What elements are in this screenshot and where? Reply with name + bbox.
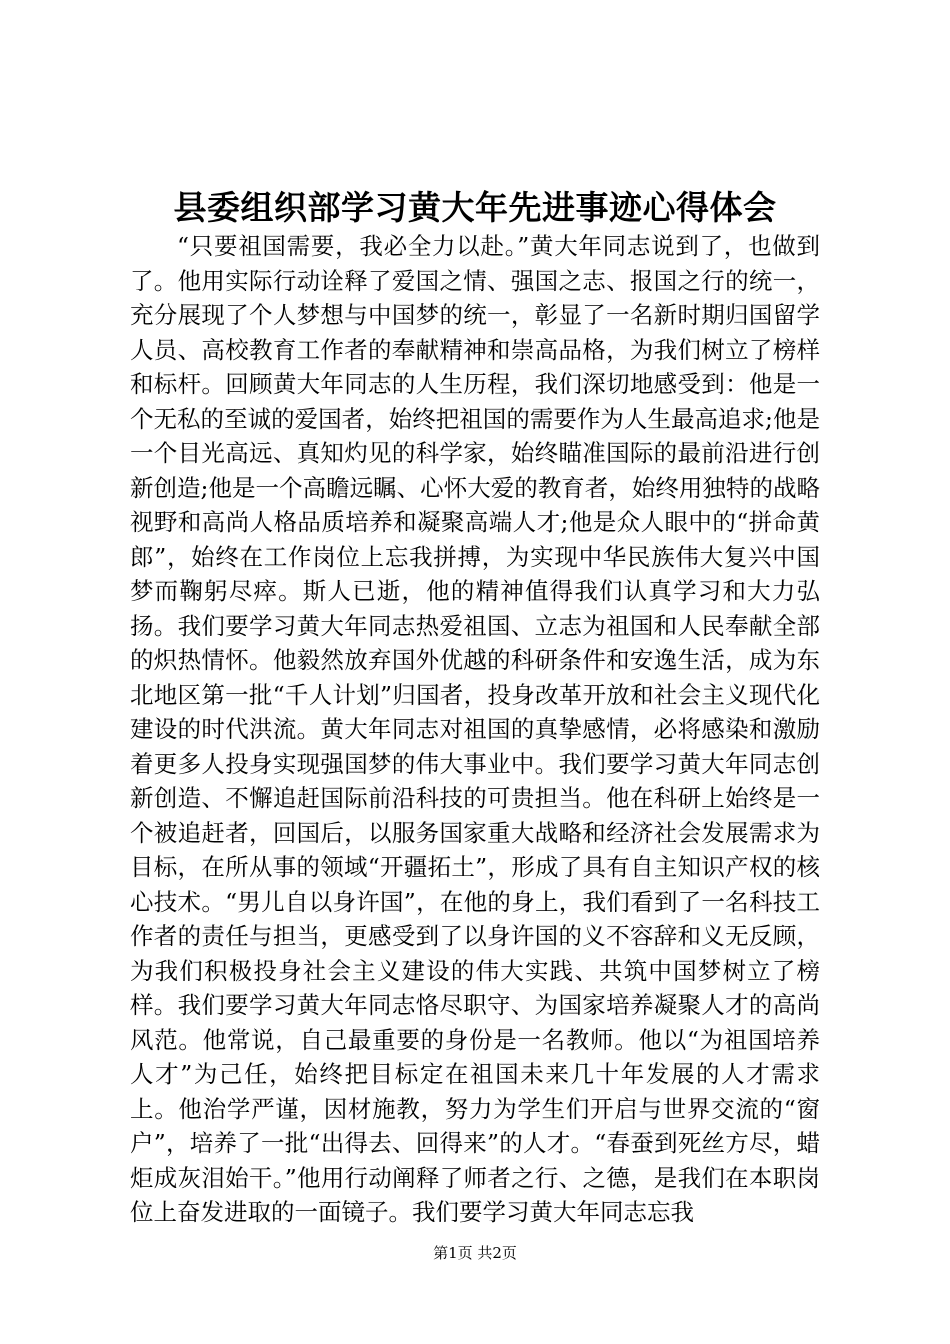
page-title: 县委组织部学习黄大年先进事迹心得体会 (173, 188, 777, 227)
body-paragraph: “只要祖国需要，我必全力以赴。”黄大年同志说到了，也做到了。他用实际行动诠释了爱国之情、强国之志、报国之行的统一，充分展现了个人梦想与中国梦的统一，彰显了一名新时期归国留学人员、高校教育工作者的奉献精神和崇高品格，为我们树立了榜样和标杆。回顾黄大年同志的人生历程，我们深切地感受到：他是一个无私的至诚的爱国者，始终把祖国的需要作为人生最高追求;他是一个目光高远、真知灼见的科学家，始终瞄准国际的最前沿进行创新创造;他是一个高瞻远瞩、心怀大爱的教育者，始终用独特的战略视野和高尚人格品质培养和凝聚高端人才;他是众人眼中的“拼命黄郎”，始终在工作岗位上忘我拼搏，为实现中华民族伟大复兴中国梦而鞠躬尽瘁。斯人已逝，他的精神值得我们认真学习和大力弘扬。我们要学习黄大年同志热爱祖国、立志为祖国和人民奉献全部的炽热情怀。他毅然放弃国外优越的科研条件和安逸生活，成为东北地区第一批“千人计划”归国者，投身改革开放和社会主义现代化建设的时代洪流。黄大年同志对祖国的真挚感情，必将感染和激励着更多人投身实现强国梦的伟大事业中。我们要学习黄大年同志创新创造、不懈追赶国际前沿科技的可贵担当。他在科研上始终是一个被追赶者，回国后，以服务国家重大战略和经济社会发展需求为目标，在所从事的领域“开疆拓土”，形成了具有自主知识产权的核心技术。“男儿自以身许国”，在他的身上，我们看到了一名科技工作者的责任与担当，更感受到了以身许国的义不容辞和义无反顾，为我们积极投身社会主义建设的伟大实践、共筑中国梦树立了榜样。我们要学习黄大年同志恪尽职守、为国家培养凝聚人才的高尚风范。他常说，自己最重要的身份是一名教师。他以“为祖国培养人才”为己任，始终把目标定在祖国未来几十年发展的人才需求上。他治学严谨，因材施教，努力为学生们开启与世界交流的“窗户”，培养了一批“出得去、回得来”的人才。“春蚕到死丝方尽，蜡炬成灰泪始干。”他用行动阐释了师者之行、之德，是我们在本职岗位上奋发进取的一面镜子。我们要学习黄大年同志忘我 (130, 232, 820, 1226)
page-number: 第1页 共2页 (433, 1244, 517, 1262)
